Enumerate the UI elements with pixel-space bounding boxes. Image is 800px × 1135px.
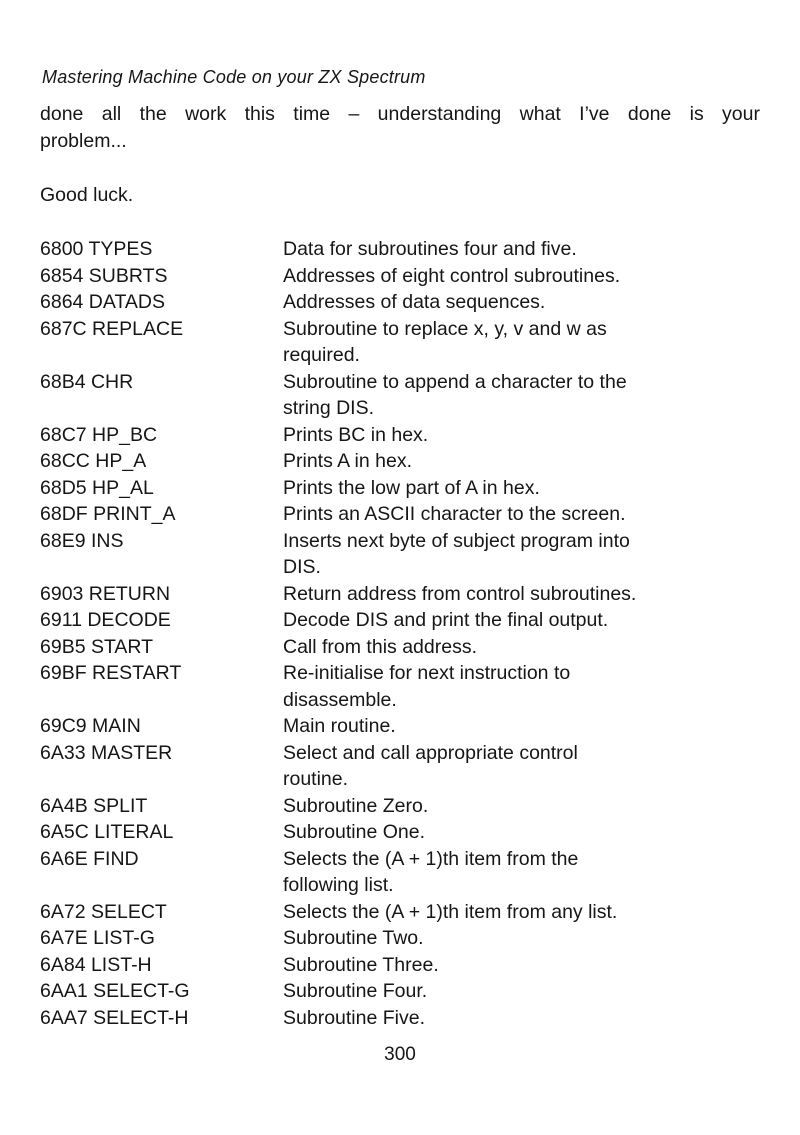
subroutine-description: [283, 501, 723, 528]
table-row: [40, 740, 760, 793]
table-row: [40, 634, 760, 661]
page-number: 300: [384, 1044, 416, 1065]
table-row: [40, 528, 760, 581]
description-line: Subroutine Zero.: [283, 794, 429, 817]
table-row: [40, 978, 760, 1005]
subroutine-address-name: 6903 RETURN: [40, 582, 171, 605]
description-line: DIS.: [283, 556, 321, 578]
table-row: [40, 793, 760, 820]
description-line: Inserts next byte of subject program into: [283, 529, 630, 552]
subroutine-description: [283, 263, 723, 290]
description-line: Selects the (A + 1)th item from the: [283, 847, 579, 870]
running-header: Mastering Machine Code on your ZX Spectrum: [42, 67, 426, 87]
subroutine-address-name: 69C9 MAIN: [40, 715, 141, 737]
subroutine-address-name: 6A6E FIND: [40, 847, 139, 870]
subroutine-address-name: 6A72 SELECT: [40, 900, 167, 923]
description-line: Return address from control subroutines.: [283, 582, 637, 605]
subroutine-address-name: 6AA7 SELECT-H: [40, 1006, 189, 1029]
subroutine-address-name: 69B5 START: [40, 635, 154, 658]
description-line: Prints an ASCII character to the screen.: [283, 503, 626, 525]
table-row: [40, 448, 760, 475]
subroutine-address-name: 6854 SUBRTS: [40, 264, 168, 287]
subroutine-address-name: 6A5C LITERAL: [40, 821, 174, 843]
table-row: [40, 581, 760, 608]
body-paragraph: [40, 101, 760, 155]
description-line: Subroutine Four.: [283, 980, 428, 1002]
table-row: [40, 369, 760, 422]
subroutine-description: [283, 740, 723, 793]
subroutine-description: [283, 819, 723, 846]
subroutine-address-name: 6800 TYPES: [40, 238, 153, 260]
subroutine-description: [283, 316, 723, 369]
subroutine-description: [283, 448, 723, 475]
table-row: [40, 607, 760, 634]
table-row: [40, 846, 760, 899]
subroutine-description: [283, 475, 723, 502]
subroutine-description: [283, 713, 723, 740]
table-row: [40, 475, 760, 502]
description-line: disassemble.: [283, 688, 397, 711]
subroutine-address-name: 6AA1 SELECT-G: [40, 980, 190, 1002]
subroutine-description: [283, 846, 723, 899]
table-row: [40, 263, 760, 290]
subroutine-description: [283, 369, 723, 422]
description-line: Prints the low part of A in hex.: [283, 476, 540, 499]
subroutine-address-name: 6911 DECODE: [40, 609, 171, 631]
subroutine-address-name: 6A33 MASTER: [40, 741, 173, 764]
table-row: [40, 899, 760, 926]
subroutine-address-name: 6A4B SPLIT: [40, 794, 148, 817]
table-row: [40, 501, 760, 528]
subroutine-description: [283, 422, 723, 449]
table-row: [40, 1005, 760, 1032]
description-line: Subroutine Five.: [283, 1006, 425, 1029]
table-row: [40, 316, 760, 369]
subroutine-description: [283, 925, 723, 952]
description-line: Selects the (A + 1)th item from any list.: [283, 900, 618, 923]
closing-text: Good luck.: [40, 184, 134, 206]
subroutine-description: [283, 607, 723, 634]
subroutine-address-name: 68E9 INS: [40, 529, 124, 552]
table-row: [40, 925, 760, 952]
subroutine-address-name: 68C7 HP_BC: [40, 423, 158, 446]
description-line: Data for subroutines four and five.: [283, 238, 577, 260]
subroutine-description: [283, 899, 723, 926]
subroutine-address-name: 6A84 LIST-H: [40, 953, 152, 976]
description-line: Main routine.: [283, 715, 396, 737]
subroutine-address-name: 6864 DATADS: [40, 291, 165, 313]
description-line: Addresses of data sequences.: [283, 291, 546, 313]
table-row: [40, 713, 760, 740]
subroutine-description: [283, 581, 723, 608]
subroutine-description: [283, 978, 723, 1005]
body-paragraph-line: problem...: [40, 130, 127, 152]
body-paragraph-line: done all the work this time – understanding what I’ve done is your: [40, 103, 760, 125]
table-row: [40, 660, 760, 713]
description-line: Subroutine to append a character to the: [283, 370, 627, 393]
description-line: routine.: [283, 768, 349, 790]
subroutine-description: [283, 528, 723, 581]
description-line: Re-initialise for next instruction to: [283, 662, 571, 684]
subroutine-address-name: 69BF RESTART: [40, 662, 182, 684]
description-line: following list.: [283, 874, 394, 896]
table-row: [40, 952, 760, 979]
description-line: Subroutine Three.: [283, 953, 439, 976]
description-line: Prints BC in hex.: [283, 423, 429, 446]
description-line: Call from this address.: [283, 635, 477, 658]
description-line: string DIS.: [283, 397, 375, 419]
subroutine-description: [283, 1005, 723, 1032]
subroutine-description: [283, 952, 723, 979]
description-line: Prints A in hex.: [283, 450, 412, 472]
subroutine-address-name: 68DF PRINT_A: [40, 503, 176, 525]
subroutine-description: [283, 289, 723, 316]
subroutine-address-name: 68CC HP_A: [40, 450, 147, 472]
description-line: Select and call appropriate control: [283, 741, 578, 764]
subroutine-table: [40, 236, 760, 1031]
description-line: Addresses of eight control subroutines.: [283, 264, 621, 287]
subroutine-description: [283, 660, 723, 713]
subroutine-address-name: 687C REPLACE: [40, 317, 184, 340]
description-line: Decode DIS and print the final output.: [283, 609, 609, 631]
description-line: Subroutine Two.: [283, 927, 424, 949]
subroutine-description: [283, 793, 723, 820]
table-row: [40, 422, 760, 449]
description-line: required.: [283, 344, 360, 366]
description-line: Subroutine One.: [283, 821, 426, 843]
table-row: [40, 819, 760, 846]
subroutine-description: [283, 236, 723, 263]
table-row: [40, 236, 760, 263]
subroutine-address-name: 68B4 CHR: [40, 370, 134, 393]
description-line: Subroutine to replace x, y, v and w as: [283, 317, 607, 340]
table-row: [40, 289, 760, 316]
subroutine-address-name: 6A7E LIST-G: [40, 927, 155, 949]
subroutine-address-name: 68D5 HP_AL: [40, 476, 154, 499]
subroutine-description: [283, 634, 723, 661]
